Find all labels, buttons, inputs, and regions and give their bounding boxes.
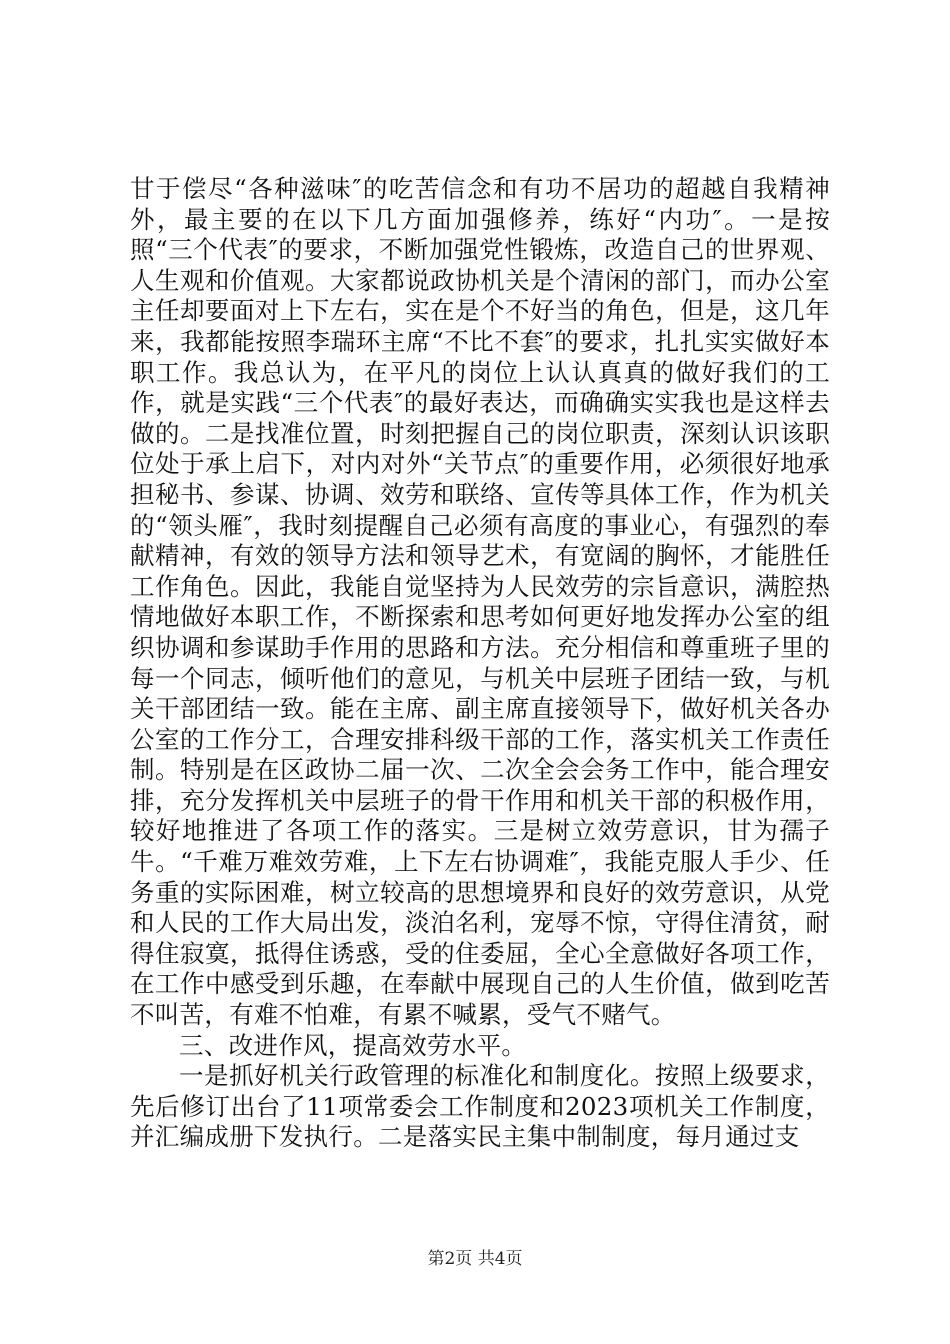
page-number-footer: 第2页 共4页	[427, 1249, 523, 1269]
paragraph-section-three: 一是抓好机关行政管理的标准化和制度化。按照上级要求，先后修订出台了11项常委会工作制度和2023项机关工作制度，并汇编成册下发执行。二是落实民主集中制制度，每月通过支	[130, 1061, 830, 1152]
document-body	[130, 174, 830, 1153]
paragraph-continuation: 甘于偿尽“各种滋味″的吃苦信念和有功不居功的超越自我精神外，最主要的在以下几方面加强修养，练好“内功″。一是按照“三个代表″的要求，不断加强党性锻炼，改造自己的世界观、人生观和价值观。大家都说政协机关是个清闲的部门，而办公室主任却要面对上下左右，实在是个不好当的角色，但是，这几年来，我都能按照李瑞环主席“不比不套″的要求，扎扎实实做好本职工作。我总认为，在平凡的岗位上认认真真的做好我们的工作，就是实践“三个代表″的最好表达，而确确实实我也是这样去做的。二是找准位置，时刻把握自己的岗位职责，深刻认识该职位处于承上启下，对内对外“关节点″的重要作用，必须很好地承担秘书、参谋、协调、效劳和联络、宣传等具体工作，作为机关的“领头雁″，我时刻提醒自己必须有高度的事业心，有强烈的奉献精神，有效的领导方法和领导艺术，有宽阔的胸怀，才能胜任工作角色。因此，我能自觉坚持为人民效劳的宗旨意识，满腔热情地做好本职工作，不断探索和思考如何更好地发挥办公室的组织协调和参谋助手作用的思路和方法。充分相信和尊重班子里的每一个同志，倾听他们的意见，与机关中层班子团结一致，与机关干部团结一致。能在主席、副主席直接领导下，做好机关各办公室的工作分工，合理安排科级干部的工作，落实机关工作责任制。特别是在区政协二届一次、二次全会会务工作中，能合理安排，充分发挥机关中层班子的骨干作用和机关干部的积极作用，较好地推进了各项工作的落实。三是树立效劳意识，甘为孺子牛。“千难万难效劳难，上下左右协调难″，我能克服人手少、任务重的实际困难，树立较高的思想境界和良好的效劳意识，从党和人民的工作大局出发，淡泊名利，宠辱不惊，守得住清贫，耐得住寂寞，抵得住诱惑，受的住委屈，全心全意做好各项工作，在工作中感受到乐趣，在奉献中展现自己的人生价值，做到吃苦不叫苦，有难不怕难，有累不喊累，受气不赌气。	[130, 174, 830, 1030]
section-heading: 三、改进作风，提高效劳水平。	[179, 1030, 527, 1060]
